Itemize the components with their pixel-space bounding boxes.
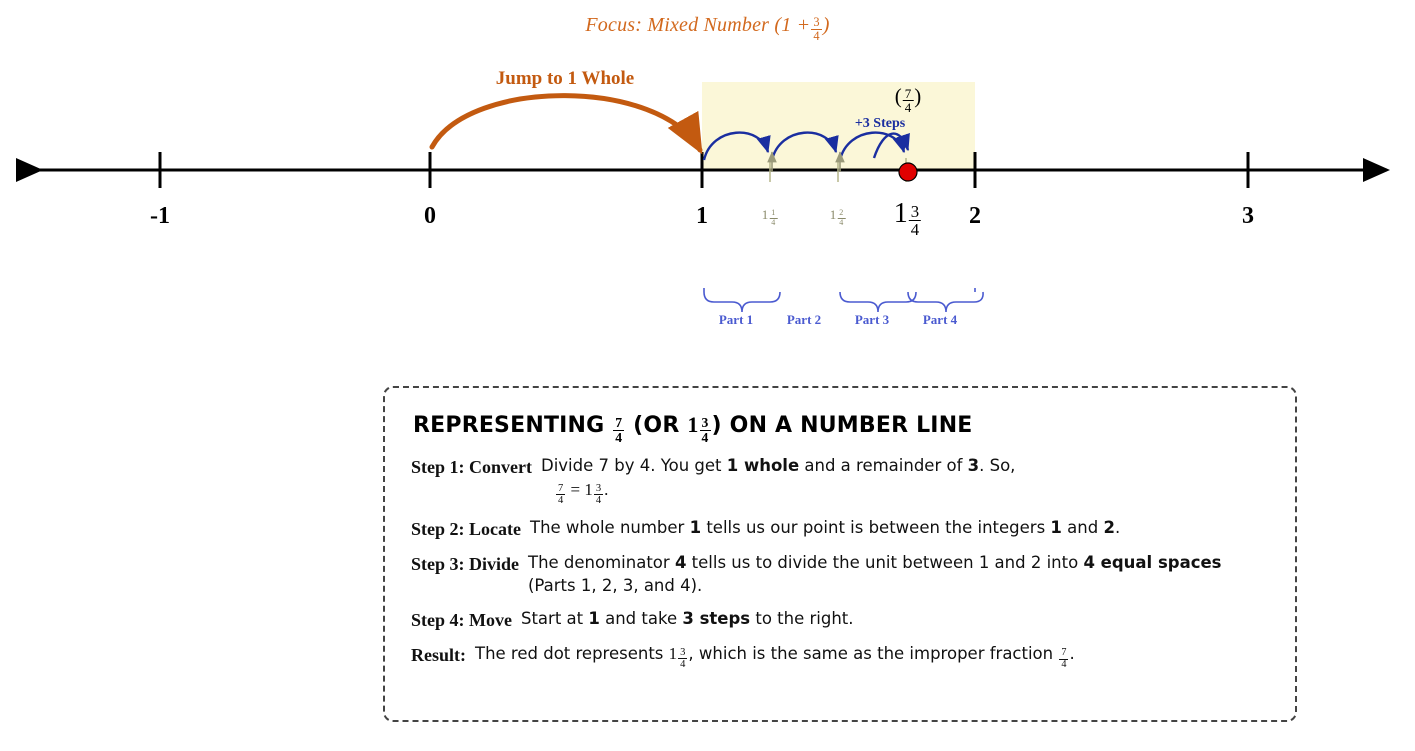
- red-point-marker: [899, 163, 917, 181]
- improper-fraction-label: ( $\frac{7}{4}$ ): [894, 84, 922, 116]
- step-row-result: [411, 643, 1269, 670]
- step-4-body: Start at 1 and take 3 steps to the right.: [520, 609, 854, 628]
- tick-label-1: 1: [696, 203, 708, 229]
- sublabel-1-1-4: 1 $\frac{1}{4}$: [761, 207, 776, 227]
- step-2-body: The whole number 1 tells us our point is between the integers 1 and 2.: [529, 518, 1121, 538]
- step-1-equation: $\frac{7}{4}$ = 1 $\frac{3}{4}$ .: [557, 480, 609, 507]
- tick-label-3: 3: [1242, 203, 1254, 229]
- tick-label-minus1: -1: [150, 203, 170, 229]
- part-label-4: Part 4: [922, 312, 958, 327]
- number-line-graphic: [0, 0, 1415, 360]
- part-label-3: Part 3: [854, 312, 890, 327]
- explanation-panel: [383, 386, 1297, 722]
- page-title-suffix: ): [822, 14, 830, 36]
- brace-part-4: [908, 292, 983, 312]
- jump-to-one-whole-label: Jump to 1 Whole: [495, 68, 635, 89]
- explanation-title: REPRESENTING $\frac{7}{4}$ (OR 1 $\frac{3}{4}$ ) ON A NUMBER LINE: [413, 412, 973, 445]
- step-row-4: [411, 608, 1269, 632]
- tick-label-2: 2: [969, 203, 981, 229]
- part-label-2: Part 2: [786, 312, 822, 327]
- tick-label-0: 0: [424, 203, 436, 229]
- step-1-body: Divide 7 by 4. You get 1 whole and a remainder of 3. So, $\frac{7}{4}$ = 1 $\frac{3}{4}$ .: [541, 455, 1269, 506]
- step-2-heading: Step 2: Locate: [411, 519, 521, 540]
- step-1-heading: Step 1: Convert: [411, 457, 532, 478]
- three-steps-label: +3 Steps: [854, 116, 906, 131]
- result-body: The red dot represents 1 $\frac{3}{4}$ , which is the same as the improper fraction $\frac{7}{4}$ .: [475, 644, 1075, 670]
- sublabel-1-2-4: 1 $\frac{2}{4}$: [829, 207, 844, 227]
- part-label-1: Part 1: [718, 312, 754, 327]
- title-fraction-numerator: 3: [813, 14, 820, 29]
- step-4-heading: Step 4: Move: [411, 610, 512, 630]
- step-3-body: The denominator 4 tells us to divide the unit between 1 and 2 into 4 equal spaces (Parts 1, 2, 3, and 4).: [528, 553, 1222, 595]
- result-heading: Result:: [411, 645, 466, 666]
- brace-part-3-4: [840, 292, 916, 312]
- page-title-prefix: Focus: Mixed Number (1 +: [585, 14, 811, 36]
- title-fraction-denominator: 4: [813, 29, 820, 43]
- brace-ends: [704, 288, 975, 292]
- step-3-heading: Step 3: Divide: [411, 554, 519, 575]
- step-row-2: [411, 517, 1269, 541]
- step-row-3: [411, 552, 1269, 597]
- highlight-band: [702, 82, 975, 170]
- jump-arc: [432, 96, 700, 150]
- brace-part-1-2: [704, 292, 780, 312]
- step-row-1: [411, 455, 1269, 506]
- mixed-number-point-label: 1 $\frac{3}{4}$: [893, 198, 920, 240]
